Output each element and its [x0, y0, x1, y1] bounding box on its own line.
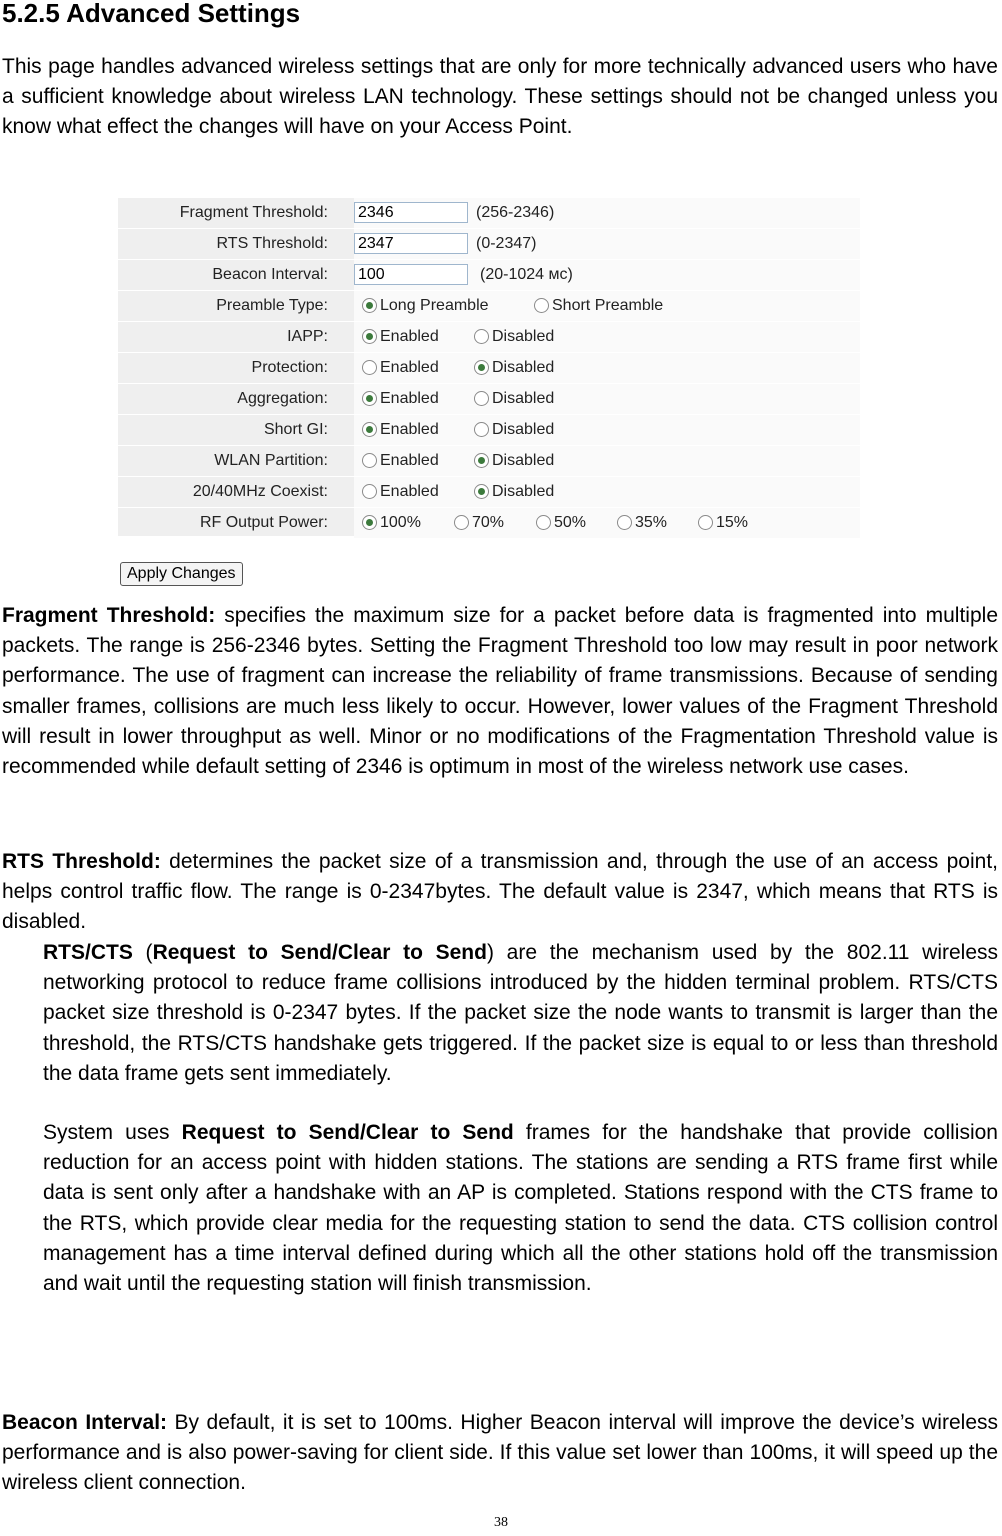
fragment-threshold-description	[2, 601, 998, 782]
radio-icon	[362, 391, 377, 406]
radio-icon	[454, 515, 469, 530]
rf-output-power-label: RF Output Power:	[199, 514, 328, 531]
wlan-partition-row	[118, 446, 860, 477]
rts-cts-text: ) are the mechanism used by the 802.11 wireless networking protocol to reduce frame collisions introduced by the hidden terminal problem. RTS/CTS packet size threshold is 0-2347 bytes. If the packet size the node wants to transmit is larger than the threshold, the RTS/CTS handshake gets triggered. If the packet size is equal to or less than threshold the data frame gets sent immediately.	[43, 941, 999, 1085]
preamble-long-label: Long Preamble	[380, 297, 489, 314]
rf-power-70-option[interactable]	[454, 508, 504, 538]
rts-cts-open: (	[132, 941, 153, 964]
rf-power-100-option[interactable]	[362, 508, 421, 538]
aggregation-label: Aggregation:	[237, 390, 328, 407]
radio-icon	[474, 422, 489, 437]
system-handshake-description	[43, 1118, 998, 1299]
rts-threshold-term: RTS Threshold:	[2, 850, 161, 873]
iapp-label: IAPP:	[287, 328, 328, 345]
short-gi-disabled-label: Disabled	[492, 421, 555, 438]
advanced-settings-form	[118, 198, 860, 536]
iapp-row	[118, 322, 860, 353]
coexist-disabled-label: Disabled	[492, 483, 555, 500]
aggregation-disabled-option[interactable]	[474, 384, 554, 414]
radio-icon	[617, 515, 632, 530]
wlan-partition-enabled-option[interactable]	[362, 446, 439, 476]
radio-icon	[362, 515, 377, 530]
radio-icon	[474, 484, 489, 499]
aggregation-disabled-label: Disabled	[492, 390, 555, 407]
system-text: frames for the handshake that provide collision reduction for an access point with hidden stations. The stations are sending a RTS frame first while data is sent only after a handshake with an AP is completed. Stations respond with the CTS frame to the RTS, which provide clear media for the requesting station to send the data. CTS collision control management has a time interval defined during which all the other stations hold off the transmission and wait until the requesting station will finish transmission.	[43, 1121, 998, 1296]
aggregation-enabled-option[interactable]	[362, 384, 439, 414]
rf-output-power-row	[118, 508, 860, 539]
radio-icon	[474, 391, 489, 406]
protection-label: Protection:	[251, 359, 328, 376]
rts-threshold-label: RTS Threshold:	[216, 235, 328, 252]
short-gi-enabled-label: Enabled	[380, 421, 439, 438]
rts-cts-expansion: Request to Send/Clear to Send	[152, 941, 487, 964]
rts-threshold-input[interactable]	[354, 233, 468, 254]
wlan-partition-label: WLAN Partition:	[214, 452, 328, 469]
short-gi-row	[118, 415, 860, 446]
coexist-enabled-label: Enabled	[380, 483, 439, 500]
rts-cts-description	[43, 938, 998, 1089]
beacon-interval-row	[118, 260, 860, 291]
rf-power-35-label: 35%	[635, 514, 668, 531]
coexist-label: 20/40MHz Coexist:	[192, 483, 328, 500]
system-term: Request to Send/Clear to Send	[181, 1121, 514, 1144]
radio-icon	[362, 329, 377, 344]
rf-power-100-label: 100%	[380, 514, 421, 531]
preamble-short-label: Short Preamble	[552, 297, 664, 314]
rts-threshold-text: determines the packet size of a transmission and, through the use of an access point, helps control traffic flow. The range is 0-2347bytes. The default value is 2347, which means that RTS is disabled.	[2, 850, 998, 934]
radio-icon	[474, 360, 489, 375]
apply-changes-button[interactable]: Apply Changes	[120, 562, 243, 586]
fragment-threshold-label: Fragment Threshold:	[179, 204, 328, 221]
protection-disabled-option[interactable]	[474, 353, 554, 383]
intro-paragraph: This page handles advanced wireless settings that are only for more technically advanced users who have a sufficient knowledge about wireless LAN technology. These settings should not be changed unless you know what effect the changes will have on your Access Point.	[2, 55, 998, 139]
wlan-partition-disabled-option[interactable]	[474, 446, 554, 476]
fragment-threshold-text: specifies the maximum size for a packet before data is fragmented into multiple packets. The range is 256-2346 bytes. Setting the Fragment Threshold too low may result in poor network performance. The use of fragment can increase the reliability of frame transmissions. Because of sending smaller frames, collisions are much less likely to occur. However, lower values of the Fragment Threshold will result in lower throughput as well. Minor or no modifications of the Fragmentation Threshold value is recommended while default setting of 2346 is optimum in most of the wireless network use cases.	[2, 604, 998, 779]
preamble-short-option[interactable]	[534, 291, 663, 321]
protection-enabled-label: Enabled	[380, 359, 439, 376]
beacon-interval-label: Beacon Interval:	[212, 266, 328, 283]
rf-power-15-label: 15%	[716, 514, 749, 531]
iapp-disabled-label: Disabled	[492, 328, 555, 345]
fragment-threshold-row	[118, 198, 860, 229]
fragment-threshold-input[interactable]	[354, 202, 468, 223]
short-gi-label: Short GI:	[263, 421, 328, 438]
radio-icon	[362, 298, 377, 313]
radio-icon	[474, 329, 489, 344]
rts-cts-term: RTS/CTS	[43, 941, 133, 964]
coexist-row	[118, 477, 860, 508]
rf-power-15-option[interactable]	[698, 508, 748, 538]
radio-icon	[362, 360, 377, 375]
radio-icon	[362, 484, 377, 499]
radio-icon	[474, 453, 489, 468]
preamble-type-row	[118, 291, 860, 322]
radio-icon	[362, 453, 377, 468]
fragment-threshold-range: (256-2346)	[476, 204, 555, 221]
aggregation-enabled-label: Enabled	[380, 390, 439, 407]
radio-icon	[536, 515, 551, 530]
radio-icon	[362, 422, 377, 437]
beacon-interval-term: Beacon Interval:	[2, 1411, 168, 1434]
rf-power-50-option[interactable]	[536, 508, 586, 538]
beacon-interval-input[interactable]	[354, 264, 468, 285]
rts-threshold-row	[118, 229, 860, 260]
beacon-interval-text: By default, it is set to 100ms. Higher Beacon interval will improve the device’s wireless performance and is also power-saving for client side. If this value set lower than 100ms, it will speed up the wireless client connection.	[2, 1411, 998, 1495]
rf-power-50-label: 50%	[554, 514, 587, 531]
wlan-partition-enabled-label: Enabled	[380, 452, 439, 469]
radio-icon	[698, 515, 713, 530]
protection-enabled-option[interactable]	[362, 353, 439, 383]
protection-disabled-label: Disabled	[492, 359, 555, 376]
iapp-disabled-option[interactable]	[474, 322, 554, 352]
page-number: 38	[494, 1515, 508, 1530]
system-pre: System uses	[43, 1121, 182, 1144]
preamble-long-option[interactable]	[362, 291, 489, 321]
short-gi-enabled-option[interactable]	[362, 415, 439, 445]
wlan-partition-disabled-label: Disabled	[492, 452, 555, 469]
beacon-interval-range: (20-1024 мс)	[480, 266, 573, 283]
section-heading: 5.2.5 Advanced Settings	[2, 0, 301, 28]
short-gi-disabled-option[interactable]	[474, 415, 554, 445]
preamble-type-label: Preamble Type:	[216, 297, 328, 314]
iapp-enabled-label: Enabled	[380, 328, 439, 345]
iapp-enabled-option[interactable]	[362, 322, 439, 352]
rf-power-70-label: 70%	[472, 514, 505, 531]
rts-threshold-range: (0-2347)	[476, 235, 537, 252]
rts-threshold-description	[2, 847, 998, 938]
coexist-disabled-option[interactable]	[474, 477, 554, 507]
aggregation-row	[118, 384, 860, 415]
beacon-interval-description	[2, 1408, 998, 1499]
rf-power-35-option[interactable]	[617, 508, 667, 538]
radio-icon	[534, 298, 549, 313]
fragment-threshold-term: Fragment Threshold:	[2, 604, 216, 627]
protection-row	[118, 353, 860, 384]
coexist-enabled-option[interactable]	[362, 477, 439, 507]
